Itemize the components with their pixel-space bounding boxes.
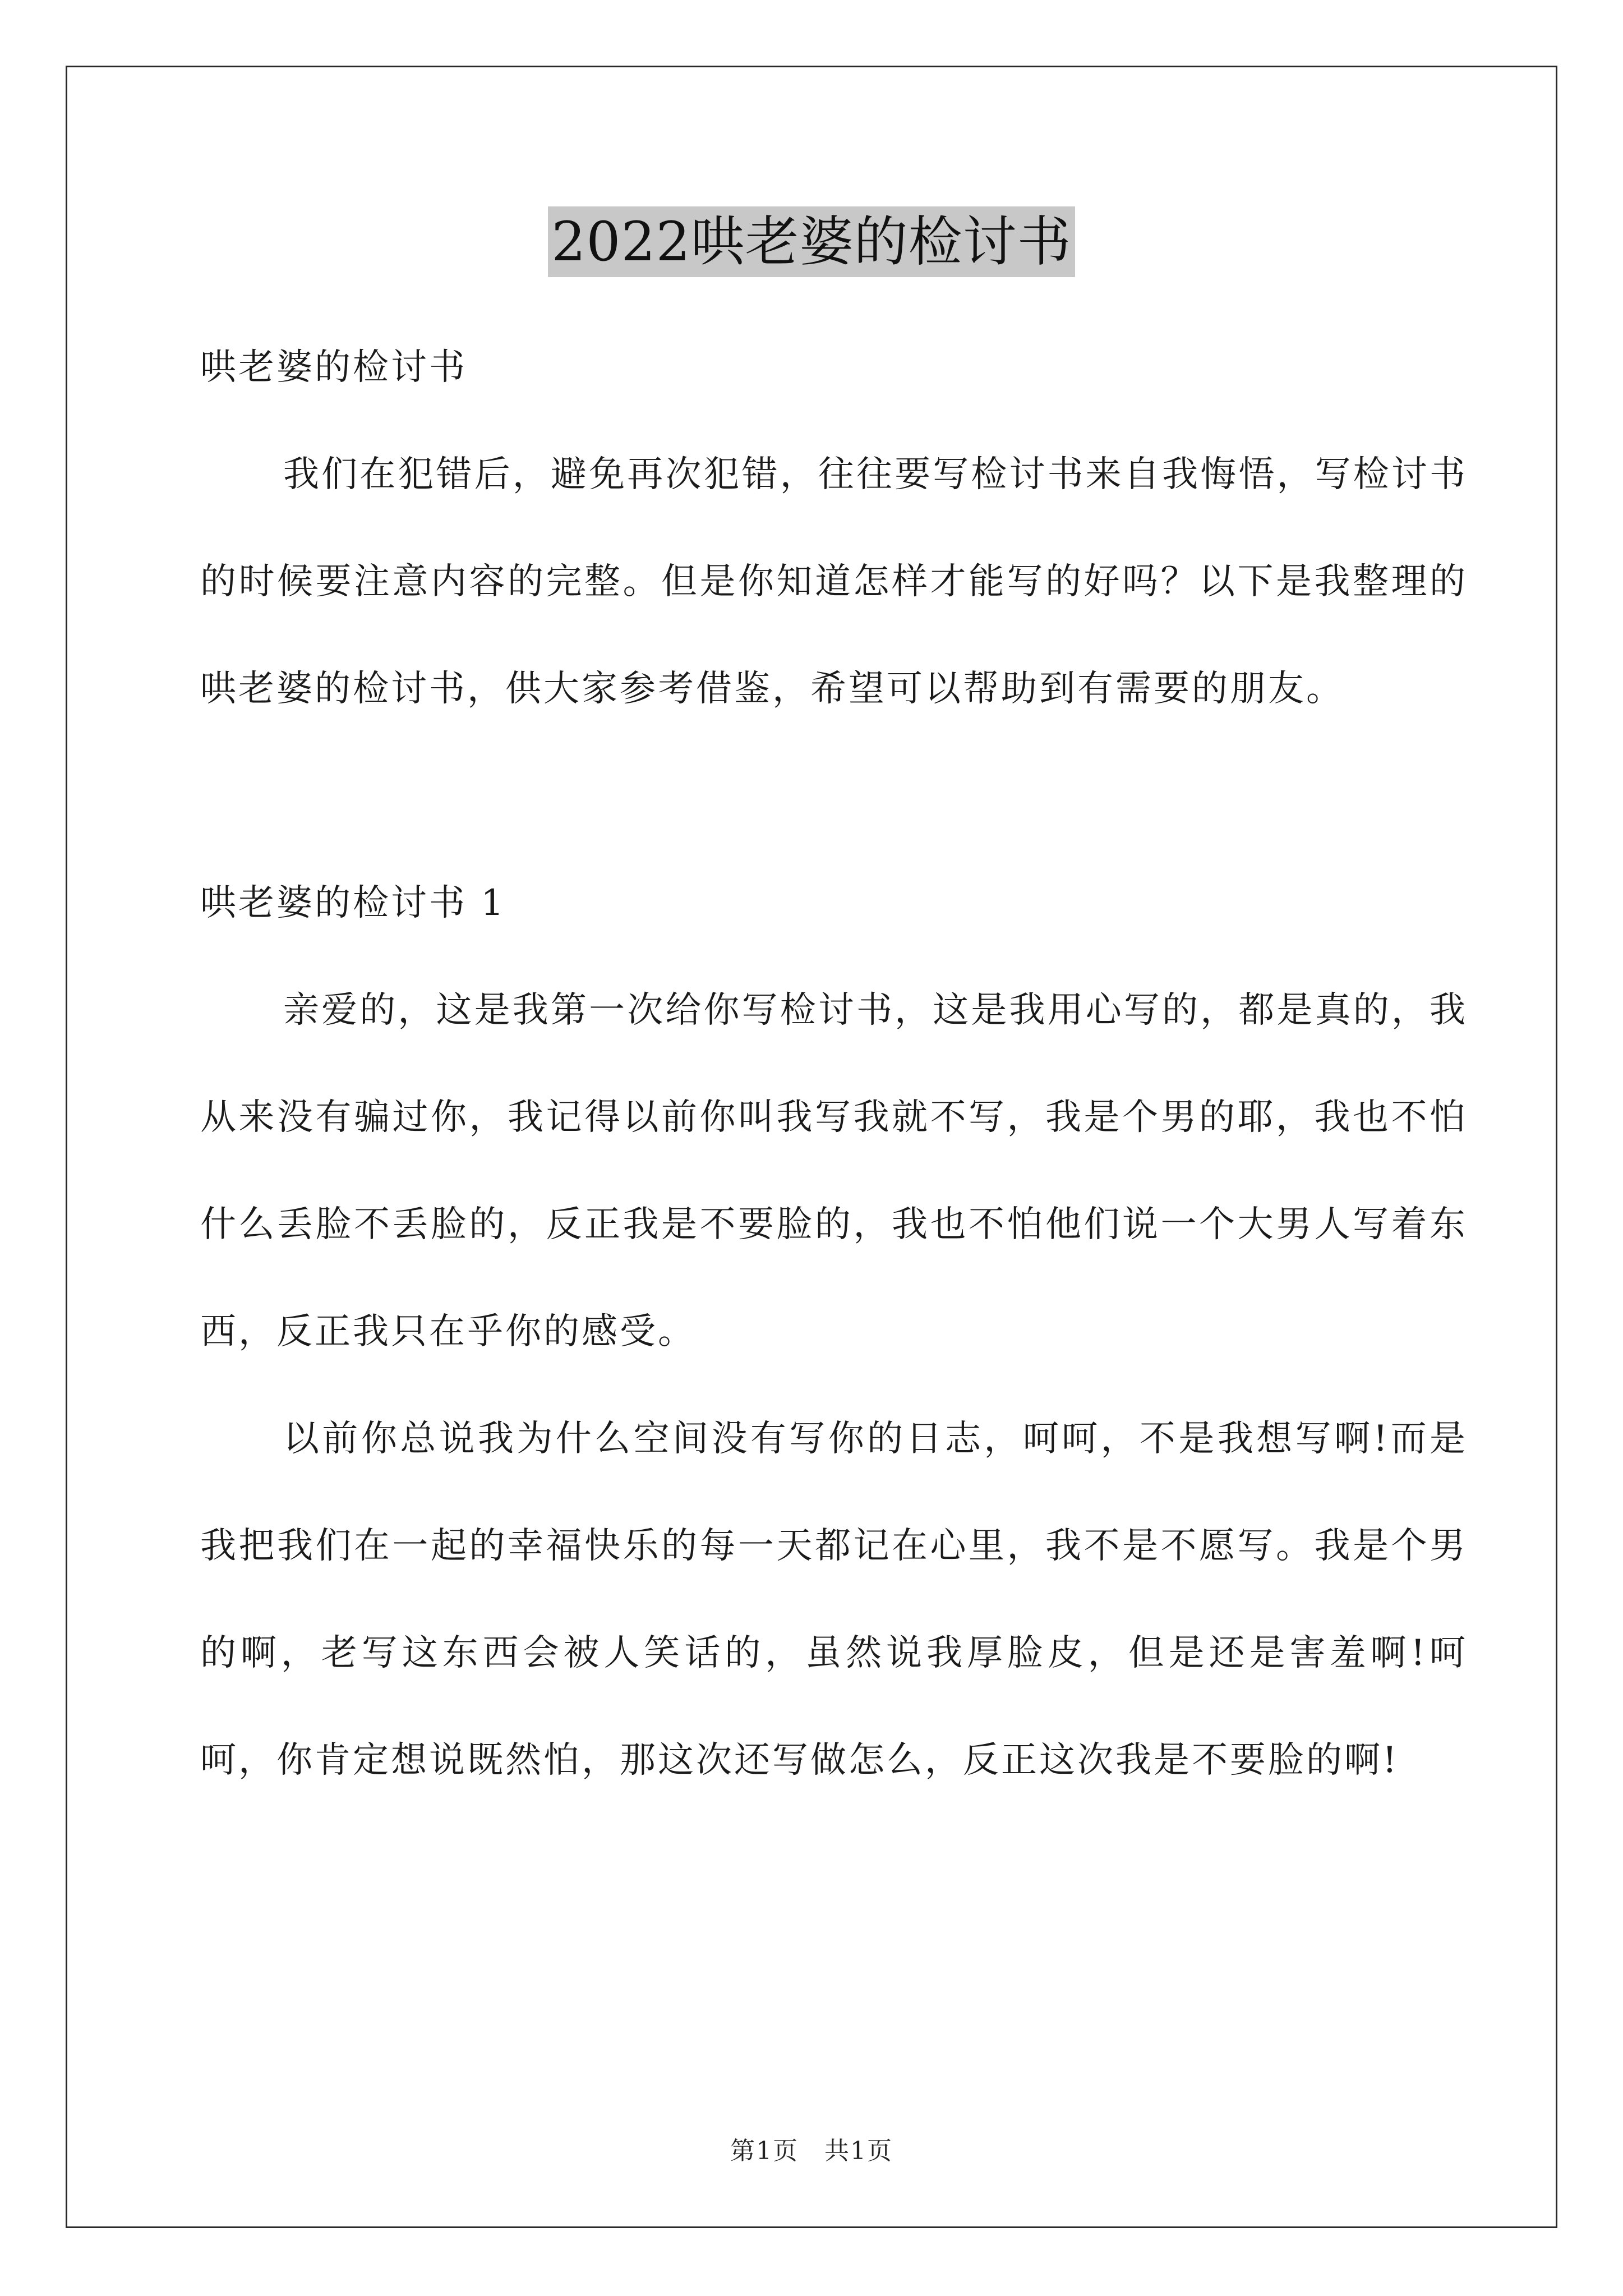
section-paragraph-2: 以前你总说我为什么空间没有写你的日志，呵呵，不是我想写啊!而是我把我们在一起的幸福快乐的每一天都记在心里，我不是不愿写。我是个男的啊，老写这东西会被人笑话的，虽然说我厚脸皮，但是还是害羞啊!呵呵，你肯定想说既然怕，那这次还写做怎么，反正这次我是不要脸的啊!: [200, 1418, 1468, 1781]
section-spacer: [200, 743, 1468, 850]
page-footer: 第1页 共1页: [730, 2137, 893, 2165]
document-body: [200, 314, 1468, 1814]
section-heading-1: 哄老婆的检讨书 1: [200, 882, 506, 924]
section-paragraph-1: 亲爱的，这是我第一次给你写检讨书，这是我用心写的，都是真的，我从来没有骗过你，我记得以前你叫我写我就不写，我是个男的耶，我也不怕什么丢脸不丢脸的，反正我是不要脸的，我也不怕他们说一个大男人写着东西，反正我只在乎你的感受。: [200, 990, 1468, 1352]
intro-paragraph: 我们在犯错后，避免再次犯错，往往要写检讨书来自我悔悟，写检讨书的时候要注意内容的完整。但是你知道怎样才能写的好吗？以下是我整理的哄老婆的检讨书，供大家参考借鉴，希望可以帮助到有需要的朋友。: [200, 454, 1468, 710]
title-container: [0, 206, 1623, 277]
document-title: 2022哄老婆的检讨书: [548, 206, 1075, 277]
intro-heading: 哄老婆的检讨书: [200, 347, 467, 388]
